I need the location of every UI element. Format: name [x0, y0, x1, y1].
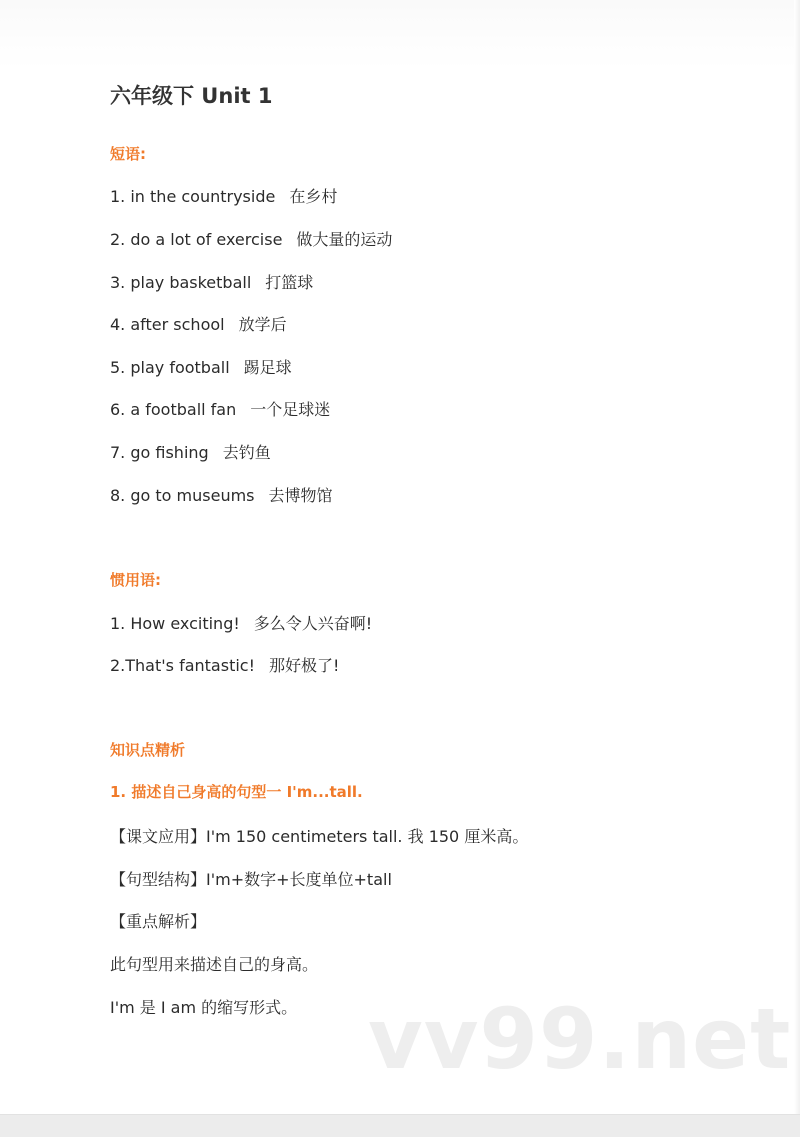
- phrases-heading: 短语:: [110, 145, 146, 163]
- point1-line-analysis-label: 【重点解析】: [110, 912, 207, 931]
- idiom-en: 2.That's fantastic!: [110, 656, 255, 675]
- idiom-item-1: [110, 611, 372, 634]
- phrase-zh: 踢足球: [243, 358, 292, 377]
- point1-line-example: 【课文应用】I'm 150 centimeters tall. 我 150 厘米高。: [110, 827, 529, 846]
- phrase-item-4: [110, 312, 287, 335]
- phrase-en: 6. a football fan: [110, 400, 237, 419]
- phrase-en: 8. go to museums: [110, 486, 255, 505]
- phrase-item-7: [110, 440, 271, 463]
- idiom-zh: 那好极了!: [269, 656, 340, 675]
- phrase-item-5: [110, 355, 292, 378]
- phrase-en: 7. go fishing: [110, 443, 209, 462]
- phrase-zh: 放学后: [238, 315, 287, 334]
- idiom-item-2: [110, 653, 339, 676]
- watermark: vv99.net: [368, 990, 792, 1088]
- idioms-heading: 惯用语:: [110, 571, 161, 589]
- page-top-shade: [0, 0, 800, 70]
- phrase-en: 3. play basketball: [110, 273, 252, 292]
- phrase-item-6: [110, 397, 330, 420]
- phrase-zh: 打篮球: [265, 273, 314, 292]
- phrase-en: 1. in the countryside: [110, 187, 276, 206]
- phrase-zh: 在乡村: [289, 187, 338, 206]
- knowledge-heading: 知识点精析: [110, 741, 186, 759]
- phrase-zh: 做大量的运动: [296, 230, 393, 249]
- phrase-item-3: [110, 270, 313, 293]
- phrase-en: 2. do a lot of exercise: [110, 230, 283, 249]
- idiom-zh: 多么令人兴奋啊!: [253, 614, 373, 633]
- page-right-edge: [794, 0, 800, 1137]
- phrase-zh: 一个足球迷: [250, 400, 331, 419]
- point1-line-structure: 【句型结构】I'm+数字+长度单位+tall: [110, 870, 392, 889]
- phrase-en: 5. play football: [110, 358, 230, 377]
- phrase-item-2: [110, 227, 392, 250]
- phrase-zh: 去钓鱼: [222, 443, 271, 462]
- idiom-en: 1. How exciting!: [110, 614, 240, 633]
- phrase-en: 4. after school: [110, 315, 225, 334]
- page-title: 六年级下 Unit 1: [110, 84, 273, 108]
- phrase-item-1: [110, 184, 337, 207]
- point1-heading: 1. 描述自己身高的句型一 I'm...tall.: [110, 783, 363, 801]
- point1-line-contraction: I'm 是 I am 的缩写形式。: [110, 998, 298, 1017]
- phrase-item-8: [110, 483, 333, 506]
- phrase-zh: 去博物馆: [268, 486, 333, 505]
- point1-line-usage: 此句型用来描述自己的身高。: [110, 955, 319, 974]
- page-bottom-shade: [0, 1114, 800, 1137]
